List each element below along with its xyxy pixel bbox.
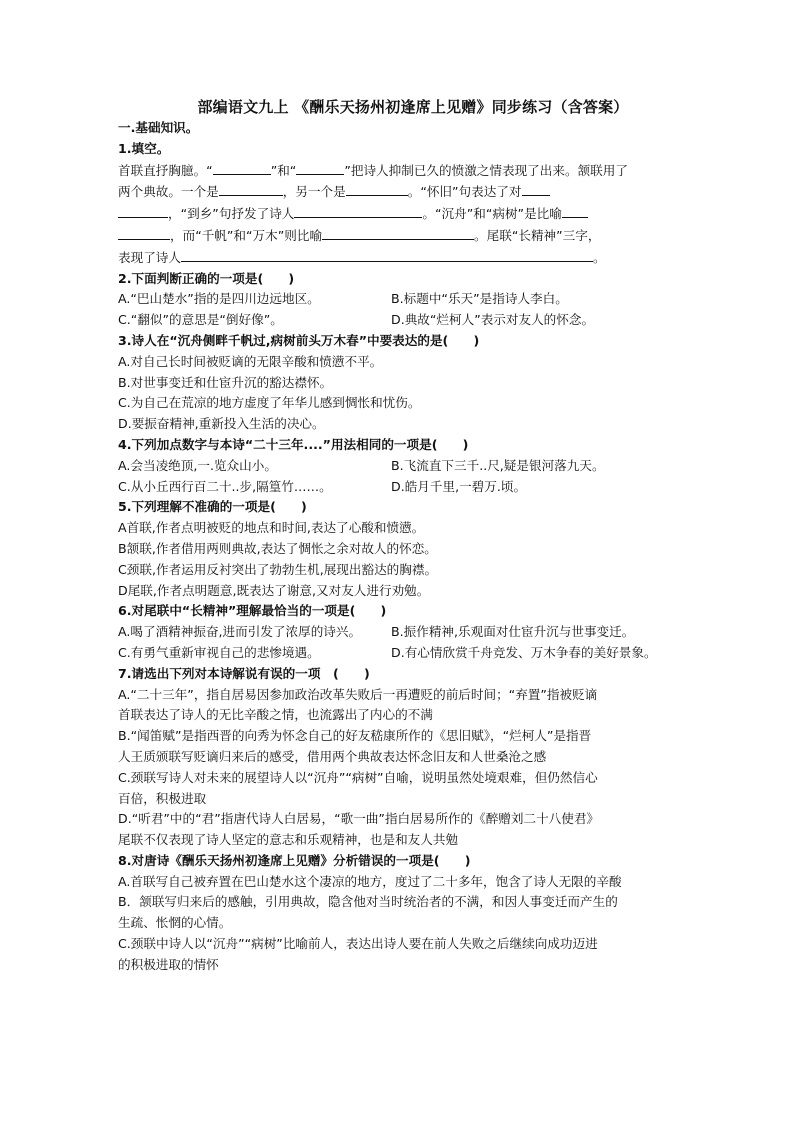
option-c[interactable]: C.为自己在荒凉的地方虚度了年华儿感到惆怅和忧伤。 bbox=[118, 395, 421, 411]
option-a[interactable]: A.“二十三年”，指自居易因参加政治改革失败后一再遭贬的前后时间；“弃置”指被贬谪 bbox=[118, 686, 598, 702]
option-b-continued: 人王质颁联写贬谪归来后的感受，借用两个典故表达怀念旧友和人世桑沧之感 bbox=[118, 748, 547, 764]
question-1-line-1: 首联直抒胸臆。“ ”和“ ”把诗人抑制已久的愤激之情表现了出来。颔联用了 bbox=[118, 160, 678, 182]
option-b[interactable]: B.标题中“乐天”是指诗人李白。 bbox=[391, 291, 568, 307]
option-d[interactable]: D.“听君”中的“君”指唐代诗人白居易，“歌一曲”指白居易所作的《醉赠刘二十八使君》 bbox=[118, 811, 600, 827]
option-c[interactable]: C.颈联写诗人对未来的展望诗人以“沉舟”“病树”自喻，说明虽然处境艰难，但仍然信心 bbox=[118, 769, 598, 785]
option-a[interactable]: A.“巴山楚水”指的是四川边远地区。 bbox=[118, 291, 320, 307]
option-a[interactable]: A.喝了酒精神振奋,进而引发了浓厚的诗兴。 bbox=[118, 624, 362, 640]
option-c[interactable]: C.“翻似”的意思是“倒好像”。 bbox=[118, 312, 283, 328]
option-b[interactable]: B.振作精神,乐观面对仕宦升沉与世事变迁。 bbox=[391, 624, 635, 640]
option-c[interactable]: C.有勇气重新审视自己的悲惨境遇。 bbox=[118, 644, 320, 660]
question-2-options-row-1 bbox=[118, 289, 678, 310]
section-heading: 一.基础知识。 bbox=[118, 120, 199, 135]
page-title: 部编语文九上 《酬乐天扬州初逢席上见赠》同步练习（含答案） bbox=[197, 98, 629, 116]
option-d[interactable]: D.要振奋精神,重新投入生活的决心。 bbox=[118, 416, 325, 432]
question-2-options-row-2 bbox=[118, 310, 678, 331]
question-4-heading: 4.下列加点数字与本诗“二十三年....”用法相同的一项是( ) bbox=[118, 436, 469, 452]
option-d[interactable]: D.有心情欣赏千舟竞发、万木争春的美好景象。 bbox=[391, 644, 657, 660]
option-a[interactable]: A首联,作者点明被贬的地点和时间,表达了心酸和愤懑。 bbox=[118, 520, 425, 536]
question-1-line-4: ，而“千帆”和“万木”则比喻 。尾联“长精神”三字， bbox=[118, 225, 678, 247]
fill-blank[interactable] bbox=[213, 160, 271, 175]
option-d[interactable]: D尾联,作者点明题意,既表达了谢意,又对友人进行劝勉。 bbox=[118, 582, 430, 598]
question-4-options-row-1 bbox=[118, 456, 678, 477]
question-7-heading: 7.请选出下列对本诗解说有误的一项 ( ) bbox=[118, 665, 370, 681]
option-b[interactable]: B.飞流直下三千..尺,疑是银河落九天。 bbox=[391, 457, 605, 473]
question-1-line-3: ，“到乡”句抒发了诗人 。“沉舟”和“病树”是比喻 bbox=[118, 203, 678, 225]
question-1-heading: 1.填空。 bbox=[118, 140, 170, 156]
fill-blank[interactable] bbox=[219, 181, 283, 196]
fill-blank[interactable] bbox=[562, 203, 588, 218]
option-b[interactable]: B．颔联写归来后的感触，引用典故，隐含他对当时统治者的不满，和因人事变迁而产生的 bbox=[118, 894, 618, 910]
option-b[interactable]: B.对世事变迁和仕宦升沉的豁达襟怀。 bbox=[118, 374, 333, 390]
fill-blank[interactable] bbox=[294, 203, 422, 218]
option-c[interactable]: C.从小丘西行百二十..步,隔篁竹……。 bbox=[118, 478, 332, 494]
question-6-options-row-1 bbox=[118, 622, 678, 643]
fill-blank[interactable] bbox=[118, 225, 170, 240]
option-c-continued: 百倍，积极进取 bbox=[118, 790, 207, 806]
question-2-heading: 2.下面判断正确的一项是( ) bbox=[118, 270, 295, 286]
option-b[interactable]: B颔联,作者借用两则典故,表达了惆怅之余对故人的怀恋。 bbox=[118, 540, 437, 556]
worksheet-page bbox=[118, 96, 678, 976]
option-d[interactable]: D.皓月千里,一碧万.顷。 bbox=[391, 478, 527, 494]
question-6-options-row-2 bbox=[118, 643, 678, 664]
question-8-heading: 8.对唐诗《酬乐天扬州初逢席上见赠》分析错误的一项是( ) bbox=[118, 852, 471, 868]
option-a[interactable]: A.首联写自己被弃置在巴山楚水这个凄凉的地方，度过了二十多年，饱含了诗人无限的辛酸 bbox=[118, 873, 622, 889]
question-3-heading: 3.诗人在“沉舟侧畔千帆过,病树前头万木春”中要表达的是( ) bbox=[118, 332, 480, 348]
option-a[interactable]: A.会当凌绝顶,一.览众山小。 bbox=[118, 457, 277, 473]
question-4-options-row-2 bbox=[118, 477, 678, 498]
fill-blank[interactable] bbox=[181, 247, 593, 262]
option-c-continued: 的积极进取的情怀 bbox=[118, 956, 219, 972]
fill-blank[interactable] bbox=[322, 225, 474, 240]
option-d[interactable]: D.典故“烂柯人”表示对友人的怀念。 bbox=[391, 312, 595, 328]
option-a-continued: 首联表达了诗人的无比辛酸之情，也流露出了内心的不满 bbox=[118, 707, 433, 723]
option-a[interactable]: A.对自己长时间被贬谪的无限辛酸和愤懑不平。 bbox=[118, 353, 383, 369]
question-6-heading: 6.对尾联中“长精神”理解最恰当的一项是( ) bbox=[118, 603, 387, 619]
option-c[interactable]: C颈联,作者运用反衬突出了勃勃生机,展现出豁达的胸襟。 bbox=[118, 561, 438, 577]
option-d-continued: 尾联不仅表现了诗人坚定的意志和乐观精神，也是和友人共勉 bbox=[118, 832, 459, 848]
option-c[interactable]: C.颈联中诗人以“沉舟”“病树”比喻前人，表达出诗人要在前人失败之后继续向成功迈进 bbox=[118, 936, 598, 952]
question-5-heading: 5.下列理解不准确的一项是( ) bbox=[118, 499, 307, 515]
fill-blank[interactable] bbox=[522, 181, 550, 196]
fill-blank[interactable] bbox=[346, 181, 408, 196]
option-b[interactable]: B.“闻笛赋”是指西晋的向秀为怀念自己的好友嵇康所作的《思旧赋》，“烂柯人”是指晋 bbox=[118, 728, 592, 744]
fill-blank[interactable] bbox=[118, 203, 168, 218]
question-1-line-5: 表现了诗人 。 bbox=[118, 247, 678, 269]
fill-blank[interactable] bbox=[296, 160, 344, 175]
option-b-continued: 生疏、怅惘的心情。 bbox=[118, 915, 232, 931]
question-1-line-2: 两个典故。一个是 ，另一个是 。“怀旧”句表达了对 bbox=[118, 181, 678, 203]
